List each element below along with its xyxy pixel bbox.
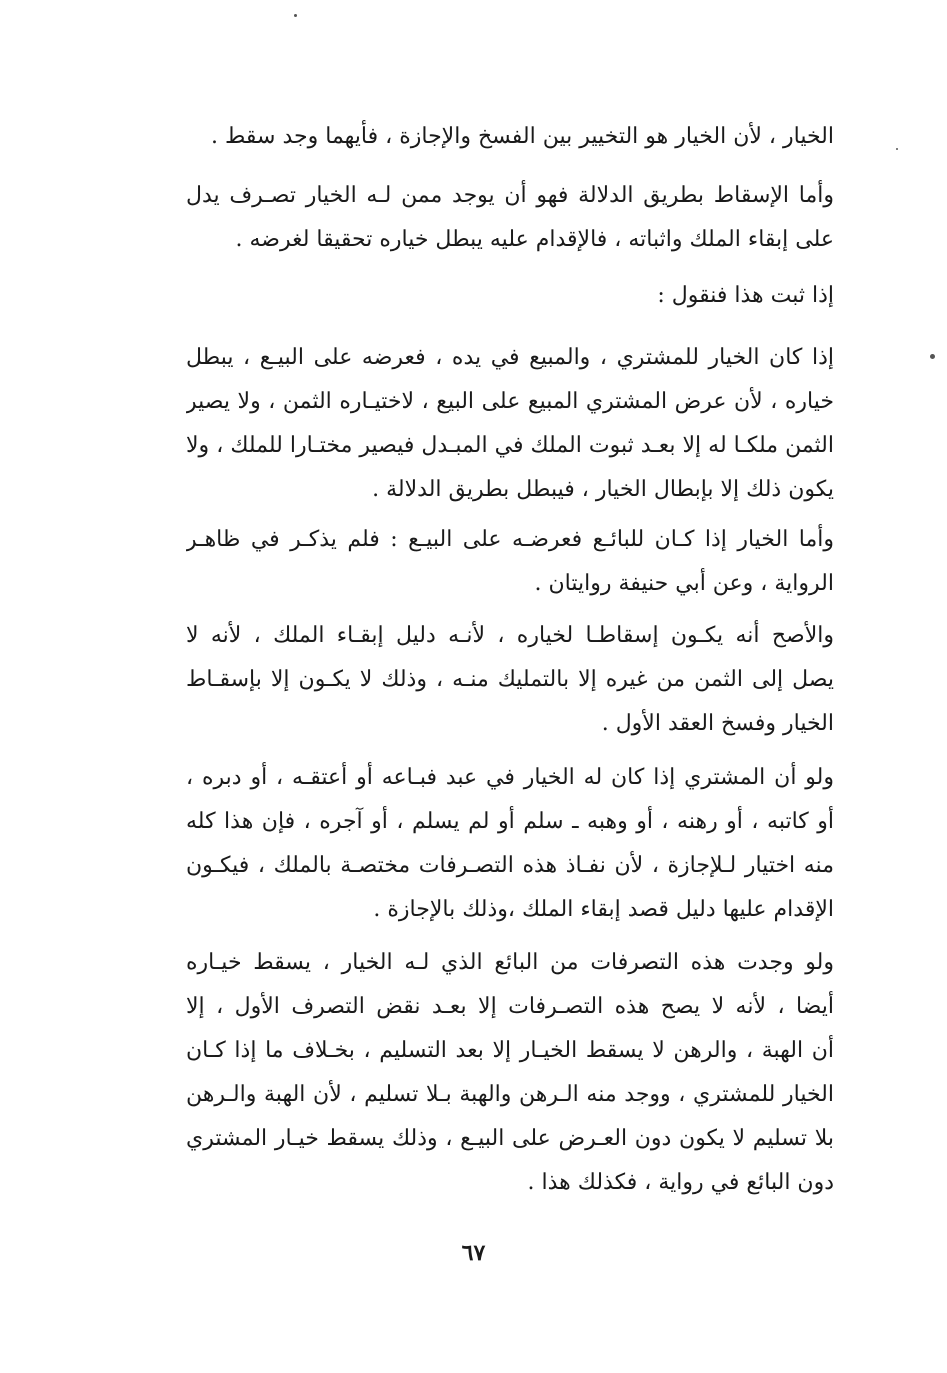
text-line: الثمن ملكـا له إلا بعـد ثبوت الملك في المبـدل فيصير مختـارا للملك ، ولا [186, 433, 834, 458]
text-line: على إبقاء الملك واثباته ، فالإقدام عليه يبطل خياره تحقيقا لغرضه . [235, 227, 834, 252]
paragraph-4 [186, 336, 834, 512]
text-line: يكون ذلك إلا بإبطال الخيار ، فيبطل بطريق الدلالة . [372, 477, 834, 502]
text-line: منه اختيار لـلإجازة ، لأن نفـاذ هذه التصـرفات مختصـة بالملك ، فيكـون [186, 853, 834, 878]
paragraph-7 [186, 756, 834, 932]
text-line: إذا ثبت هذا فنقول : [657, 283, 834, 308]
text-line: ولو أن المشتري إذا كان له الخيار في عبد فبـاعه أو أعتقـه ، أو دبره ، [186, 765, 834, 790]
text-line: دون البائع في رواية ، فكذلك هذا . [527, 1170, 834, 1195]
paragraph-1 [186, 115, 834, 159]
text-line: إذا كان الخيار للمشتري ، والمبيع في يده ، فعرضه على البيـع ، يبطل [186, 345, 834, 370]
text-line: الخيار للمشتري ، ووجد منه الـرهن والهبة بـلا تسليم ، لأن الهبة والـرهن [186, 1082, 834, 1107]
page-number: ٦٧ [461, 1240, 486, 1266]
text-line: وأما الخيار إذا كـان للبائـع فعرضـه على البيـع : فلم يذكـر في ظاهـر [186, 527, 834, 552]
scan-speck [930, 354, 935, 359]
scan-speck [294, 14, 297, 17]
text-line: ولو وجدت هذه التصرفات من البائع الذي لـه الخيار ، يسقط خيـاره [186, 950, 834, 975]
paragraph-5 [186, 518, 834, 606]
scan-speck [896, 148, 898, 150]
paragraph-6 [186, 614, 834, 746]
text-line: أيضا ، لأنه لا يصح هذه التصـرفات إلا بعـد نقض التصرف الأول ، إلا [186, 994, 834, 1019]
text-line: أن الهبة ، والرهن لا يسقط الخيـار إلا بعد التسليم ، بخـلاف ما إذا كـان [186, 1038, 834, 1063]
text-line: خياره ، لأن عرض المشتري المبيع على البيع ، لاختيـاره الثمن ، ولا يصير [186, 389, 834, 414]
text-line: أو كاتبه ، أو رهنه ، أو وهبه ـ سلم أو لم يسلم ، أو آجره ، فإن هذا كله [186, 809, 834, 834]
paragraph-2 [186, 174, 834, 262]
text-line: بلا تسليم لا يكون دون العـرض على البيـع ، وذلك يسقط خيـار المشتري [186, 1126, 834, 1151]
text-line: الرواية ، وعن أبي حنيفة روايتان . [534, 571, 834, 596]
text-line: وأما الإسقاط بطريق الدلالة فهو أن يوجد ممن لـه الخيار تصـرف يدل [186, 183, 834, 208]
text-line: الخيار وفسخ العقد الأول . [601, 711, 834, 736]
text-line: والأصح أنه يكـون إسقاطـا لخياره ، لأنـه دليل إبقـاء الملك ، لأنه لا [186, 623, 834, 648]
text-line: يصل إلى الثمن من غيره إلا بالتمليك منـه ، وذلك لا يكـون إلا بإسقـاط [186, 667, 834, 692]
paragraph-3 [186, 274, 834, 318]
text-line: الخيار ، لأن الخيار هو التخيير بين الفسخ والإجازة ، فأيهما وجد سقط . [211, 124, 834, 149]
paragraph-8 [186, 941, 834, 1205]
text-line: الإقدام عليها دليل قصد إبقاء الملك ،وذلك بالإجازة . [373, 897, 834, 922]
